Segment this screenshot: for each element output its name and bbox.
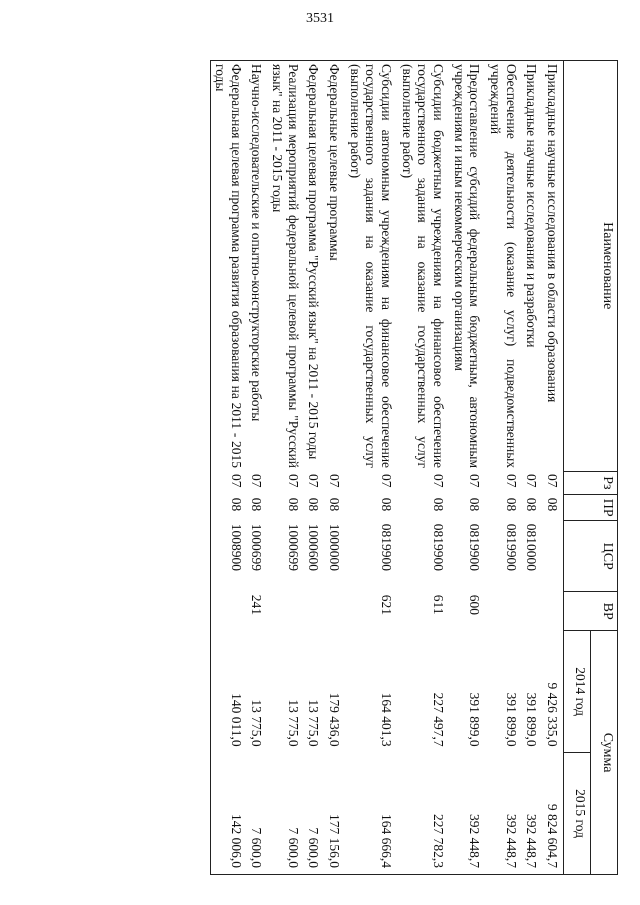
row-name: Субсидии бюджетным учреждениям на финансовое обеспечение государственного задания на оказание государственных услуг (выполнение работ) xyxy=(397,61,449,472)
row-sum-2015: 177 156,0 xyxy=(324,753,345,875)
header-sum: Сумма xyxy=(591,631,618,875)
row-csr: 0810000 xyxy=(524,523,540,571)
row-rz: 07 xyxy=(285,474,301,488)
row-sum-2014: 391 899,0 xyxy=(524,692,540,747)
row-sum-2014: 13 775,0 xyxy=(249,699,265,747)
row-sum-2014: 9 426 335,0 xyxy=(545,682,560,747)
table-row xyxy=(449,61,485,875)
table-row xyxy=(324,61,345,875)
row-sum-2014: 13 775,0 xyxy=(306,699,322,747)
row-rz: 07 xyxy=(503,474,519,488)
rotated-table-container xyxy=(58,60,618,875)
row-name: Обеспечение деятельности (оказание услуг) подведомственных учреждений xyxy=(485,61,521,472)
row-name: Предоставление субсидий федеральным бюджетным, автономным учреждениям и иным некоммерческим организациям xyxy=(449,61,485,472)
table-row xyxy=(304,61,325,875)
row-csr: 0819900 xyxy=(379,523,395,571)
table-header xyxy=(564,61,618,875)
row-pr: 08 xyxy=(210,495,247,521)
row-name: Федеральная целевая программа развития образования на 2011 - 2015 годы xyxy=(210,61,247,472)
row-sum-2014: 164 401,3 xyxy=(379,692,395,747)
row-sum-2015: 7 600,0 xyxy=(268,753,304,875)
row-vr xyxy=(210,592,247,631)
row-pr: 08 xyxy=(524,497,540,512)
header-year-2015: 2015 год xyxy=(564,753,591,875)
row-sum-2014: 140 011,0 xyxy=(210,631,247,753)
row-csr: 0819900 xyxy=(503,523,519,571)
row-sum-2015: 142 006,0 xyxy=(210,753,247,875)
header-pr: ПР xyxy=(564,495,618,521)
row-rz: 07 xyxy=(327,474,343,488)
row-vr xyxy=(304,592,325,631)
row-sum-2014: 227 497,7 xyxy=(431,692,447,747)
row-csr xyxy=(542,521,563,592)
row-vr xyxy=(268,592,304,631)
row-name: Субсидии автономным учреждениям на финансовое обеспечение государственного задания на оказание государственных услуг (выполнение работ) xyxy=(345,61,397,472)
header-name: Наименование xyxy=(564,61,618,472)
row-csr: 0819900 xyxy=(431,523,447,571)
row-sum-2015: 227 782,3 xyxy=(397,753,449,875)
row-vr xyxy=(324,592,345,631)
table-row xyxy=(345,61,397,875)
row-sum-2014: 179 436,0 xyxy=(327,692,343,747)
row-pr: 08 xyxy=(379,497,395,512)
header-csr: ЦСР xyxy=(564,521,618,592)
row-pr: 08 xyxy=(431,497,447,512)
row-name: Реализация мероприятий федеральной целевой программы "Русский язык" на 2011 - 2015 годы xyxy=(268,61,304,472)
row-csr: 1000699 xyxy=(249,523,265,571)
row-sum-2015: 7 600,0 xyxy=(304,753,325,875)
table-row xyxy=(485,61,521,875)
row-csr: 1008900 xyxy=(210,521,247,592)
row-sum-2015: 392 448,7 xyxy=(485,753,521,875)
budget-table xyxy=(210,60,618,875)
row-sum-2015: 392 448,7 xyxy=(522,753,543,875)
row-vr xyxy=(542,592,563,631)
row-pr: 08 xyxy=(467,497,483,512)
row-vr: 600 xyxy=(467,594,483,615)
row-rz: 07 xyxy=(431,474,447,488)
header-vr: ВР xyxy=(564,592,618,631)
row-sum-2015: 9 824 604,7 xyxy=(542,753,563,875)
row-pr: 08 xyxy=(545,497,560,512)
row-name: Федеральные целевые программы xyxy=(324,61,345,472)
header-rz: Рз xyxy=(564,471,618,495)
row-pr: 08 xyxy=(285,497,301,512)
row-rz: 07 xyxy=(467,474,483,488)
row-name: Научно-исследовательские и опытно-конструкторские работы xyxy=(247,61,268,472)
row-sum-2014: 391 899,0 xyxy=(467,692,483,747)
table-row xyxy=(542,61,563,875)
row-vr xyxy=(522,592,543,631)
row-csr: 0819900 xyxy=(467,523,483,571)
table-row xyxy=(268,61,304,875)
table-row xyxy=(210,61,247,875)
row-csr: 1000699 xyxy=(285,523,301,571)
row-rz: 07 xyxy=(545,474,560,488)
row-rz: 07 xyxy=(524,474,540,488)
row-rz: 07 xyxy=(379,474,395,488)
row-csr: 1000000 xyxy=(327,523,343,571)
row-rz: 07 xyxy=(249,474,265,488)
row-csr: 1000600 xyxy=(306,523,322,571)
row-rz: 07 xyxy=(210,471,247,495)
header-year-2014: 2014 год xyxy=(564,631,591,753)
row-vr: 611 xyxy=(431,594,447,615)
row-pr: 08 xyxy=(327,497,343,512)
table-row xyxy=(247,61,268,875)
row-pr: 08 xyxy=(306,497,322,512)
row-sum-2015: 392 448,7 xyxy=(449,753,485,875)
row-vr: 241 xyxy=(249,594,265,615)
row-pr: 08 xyxy=(249,497,265,512)
row-sum-2014: 391 899,0 xyxy=(503,692,519,747)
table-row xyxy=(522,61,543,875)
row-name: Федеральная целевая программа "Русский язык" на 2011 - 2015 годы xyxy=(304,61,325,472)
row-sum-2015: 164 666,4 xyxy=(345,753,397,875)
page-number: 3531 xyxy=(306,11,334,26)
row-name: Прикладные научные исследования в области образования xyxy=(542,61,563,472)
row-vr xyxy=(485,592,521,631)
row-rz: 07 xyxy=(306,474,322,488)
table-body xyxy=(210,61,563,875)
row-sum-2014: 13 775,0 xyxy=(285,699,301,747)
row-name: Прикладные научные исследования и разработки xyxy=(522,61,543,472)
row-vr: 621 xyxy=(379,594,395,615)
row-pr: 08 xyxy=(503,497,519,512)
row-sum-2015: 7 600,0 xyxy=(247,753,268,875)
table-row xyxy=(397,61,449,875)
